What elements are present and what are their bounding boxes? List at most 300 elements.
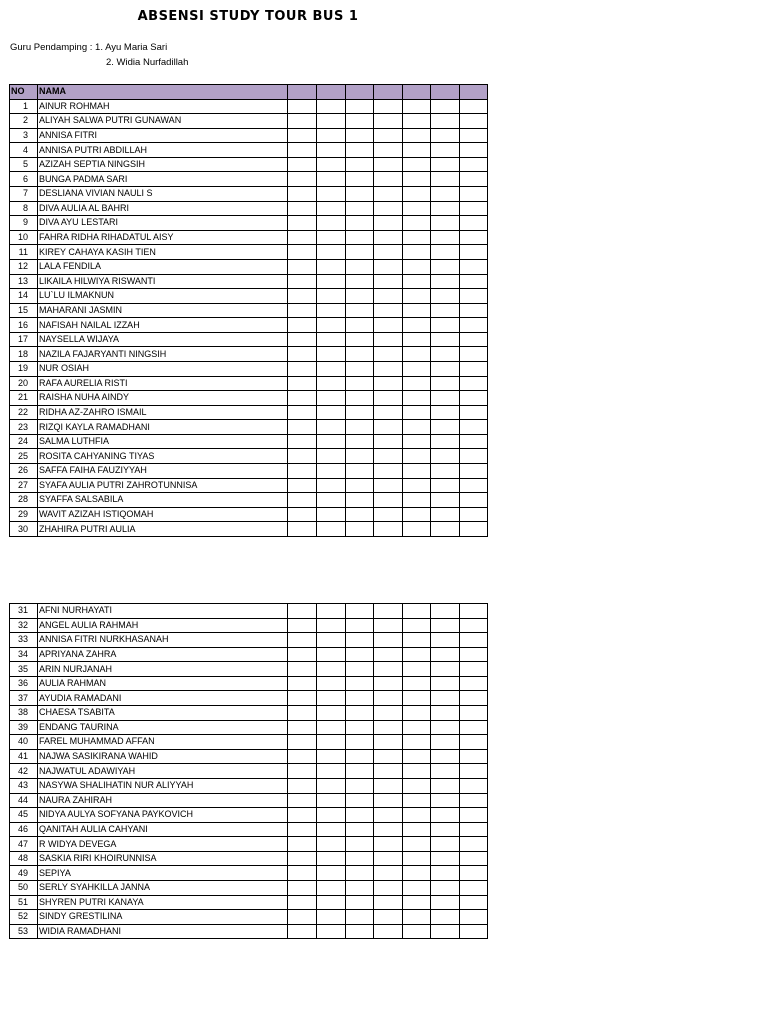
attendance-cell[interactable] xyxy=(288,808,317,823)
attendance-cell[interactable] xyxy=(431,172,460,187)
attendance-cell[interactable] xyxy=(431,749,460,764)
attendance-cell[interactable] xyxy=(460,332,488,347)
attendance-cell[interactable] xyxy=(403,230,431,245)
attendance-cell[interactable] xyxy=(403,274,431,289)
attendance-cell[interactable] xyxy=(460,866,488,881)
attendance-cell[interactable] xyxy=(403,735,431,750)
attendance-cell[interactable] xyxy=(317,318,346,333)
attendance-cell[interactable] xyxy=(346,216,374,231)
attendance-cell[interactable] xyxy=(431,420,460,435)
attendance-cell[interactable] xyxy=(403,187,431,202)
attendance-cell[interactable] xyxy=(403,376,431,391)
attendance-cell[interactable] xyxy=(374,735,403,750)
attendance-cell[interactable] xyxy=(431,880,460,895)
attendance-cell[interactable] xyxy=(346,647,374,662)
attendance-cell[interactable] xyxy=(460,230,488,245)
attendance-cell[interactable] xyxy=(346,720,374,735)
attendance-cell[interactable] xyxy=(346,201,374,216)
attendance-cell[interactable] xyxy=(317,778,346,793)
attendance-cell[interactable] xyxy=(403,720,431,735)
attendance-cell[interactable] xyxy=(374,172,403,187)
attendance-cell[interactable] xyxy=(346,464,374,479)
attendance-cell[interactable] xyxy=(346,172,374,187)
attendance-cell[interactable] xyxy=(288,274,317,289)
attendance-cell[interactable] xyxy=(460,391,488,406)
attendance-cell[interactable] xyxy=(288,361,317,376)
attendance-cell[interactable] xyxy=(317,691,346,706)
attendance-cell[interactable] xyxy=(460,434,488,449)
attendance-cell[interactable] xyxy=(403,434,431,449)
attendance-cell[interactable] xyxy=(346,289,374,304)
attendance-cell[interactable] xyxy=(431,332,460,347)
attendance-cell[interactable] xyxy=(346,361,374,376)
attendance-cell[interactable] xyxy=(374,143,403,158)
attendance-cell[interactable] xyxy=(403,405,431,420)
attendance-cell[interactable] xyxy=(403,662,431,677)
attendance-cell[interactable] xyxy=(288,837,317,852)
attendance-cell[interactable] xyxy=(431,128,460,143)
attendance-cell[interactable] xyxy=(374,332,403,347)
attendance-cell[interactable] xyxy=(431,187,460,202)
attendance-cell[interactable] xyxy=(431,647,460,662)
attendance-cell[interactable] xyxy=(288,376,317,391)
attendance-cell[interactable] xyxy=(346,187,374,202)
attendance-cell[interactable] xyxy=(431,391,460,406)
attendance-cell[interactable] xyxy=(431,434,460,449)
attendance-cell[interactable] xyxy=(403,128,431,143)
attendance-cell[interactable] xyxy=(288,318,317,333)
attendance-cell[interactable] xyxy=(460,837,488,852)
attendance-cell[interactable] xyxy=(460,172,488,187)
attendance-cell[interactable] xyxy=(317,764,346,779)
attendance-cell[interactable] xyxy=(346,851,374,866)
attendance-cell[interactable] xyxy=(460,361,488,376)
attendance-cell[interactable] xyxy=(374,808,403,823)
attendance-cell[interactable] xyxy=(317,720,346,735)
attendance-cell[interactable] xyxy=(317,604,346,619)
attendance-cell[interactable] xyxy=(431,522,460,537)
attendance-cell[interactable] xyxy=(403,837,431,852)
attendance-cell[interactable] xyxy=(403,676,431,691)
attendance-cell[interactable] xyxy=(431,143,460,158)
attendance-cell[interactable] xyxy=(374,216,403,231)
attendance-cell[interactable] xyxy=(288,187,317,202)
attendance-cell[interactable] xyxy=(374,895,403,910)
attendance-cell[interactable] xyxy=(346,493,374,508)
attendance-cell[interactable] xyxy=(346,99,374,114)
attendance-cell[interactable] xyxy=(317,391,346,406)
attendance-cell[interactable] xyxy=(460,114,488,129)
attendance-cell[interactable] xyxy=(317,449,346,464)
attendance-cell[interactable] xyxy=(431,318,460,333)
attendance-cell[interactable] xyxy=(317,157,346,172)
attendance-cell[interactable] xyxy=(374,376,403,391)
attendance-cell[interactable] xyxy=(346,449,374,464)
attendance-cell[interactable] xyxy=(346,478,374,493)
attendance-cell[interactable] xyxy=(288,128,317,143)
attendance-cell[interactable] xyxy=(403,201,431,216)
attendance-cell[interactable] xyxy=(403,172,431,187)
attendance-cell[interactable] xyxy=(317,493,346,508)
attendance-cell[interactable] xyxy=(317,895,346,910)
attendance-cell[interactable] xyxy=(431,633,460,648)
attendance-cell[interactable] xyxy=(317,910,346,925)
attendance-cell[interactable] xyxy=(346,910,374,925)
attendance-cell[interactable] xyxy=(317,332,346,347)
attendance-cell[interactable] xyxy=(460,493,488,508)
attendance-cell[interactable] xyxy=(460,420,488,435)
attendance-cell[interactable] xyxy=(403,303,431,318)
attendance-cell[interactable] xyxy=(374,647,403,662)
attendance-cell[interactable] xyxy=(317,464,346,479)
attendance-cell[interactable] xyxy=(288,720,317,735)
attendance-cell[interactable] xyxy=(431,691,460,706)
attendance-cell[interactable] xyxy=(403,851,431,866)
attendance-cell[interactable] xyxy=(460,778,488,793)
attendance-cell[interactable] xyxy=(431,808,460,823)
attendance-cell[interactable] xyxy=(374,633,403,648)
attendance-cell[interactable] xyxy=(346,822,374,837)
attendance-cell[interactable] xyxy=(374,522,403,537)
attendance-cell[interactable] xyxy=(403,347,431,362)
attendance-cell[interactable] xyxy=(346,318,374,333)
attendance-cell[interactable] xyxy=(288,764,317,779)
attendance-cell[interactable] xyxy=(346,735,374,750)
attendance-cell[interactable] xyxy=(374,706,403,721)
attendance-cell[interactable] xyxy=(431,793,460,808)
attendance-cell[interactable] xyxy=(288,910,317,925)
attendance-cell[interactable] xyxy=(403,604,431,619)
attendance-cell[interactable] xyxy=(460,618,488,633)
attendance-cell[interactable] xyxy=(460,851,488,866)
attendance-cell[interactable] xyxy=(431,662,460,677)
attendance-cell[interactable] xyxy=(317,289,346,304)
attendance-cell[interactable] xyxy=(288,347,317,362)
attendance-cell[interactable] xyxy=(374,201,403,216)
attendance-cell[interactable] xyxy=(403,449,431,464)
attendance-cell[interactable] xyxy=(374,866,403,881)
attendance-cell[interactable] xyxy=(431,245,460,260)
attendance-cell[interactable] xyxy=(431,837,460,852)
attendance-cell[interactable] xyxy=(374,880,403,895)
attendance-cell[interactable] xyxy=(460,303,488,318)
attendance-cell[interactable] xyxy=(317,347,346,362)
attendance-cell[interactable] xyxy=(374,318,403,333)
attendance-cell[interactable] xyxy=(460,604,488,619)
attendance-cell[interactable] xyxy=(288,647,317,662)
attendance-cell[interactable] xyxy=(431,303,460,318)
attendance-cell[interactable] xyxy=(374,128,403,143)
attendance-cell[interactable] xyxy=(317,633,346,648)
attendance-cell[interactable] xyxy=(288,303,317,318)
attendance-cell[interactable] xyxy=(288,895,317,910)
attendance-cell[interactable] xyxy=(346,633,374,648)
attendance-cell[interactable] xyxy=(403,143,431,158)
attendance-cell[interactable] xyxy=(460,808,488,823)
attendance-cell[interactable] xyxy=(403,259,431,274)
attendance-cell[interactable] xyxy=(460,478,488,493)
attendance-cell[interactable] xyxy=(431,99,460,114)
attendance-cell[interactable] xyxy=(317,274,346,289)
attendance-cell[interactable] xyxy=(374,391,403,406)
attendance-cell[interactable] xyxy=(460,318,488,333)
attendance-cell[interactable] xyxy=(288,749,317,764)
attendance-cell[interactable] xyxy=(374,837,403,852)
attendance-cell[interactable] xyxy=(317,735,346,750)
attendance-cell[interactable] xyxy=(374,822,403,837)
attendance-cell[interactable] xyxy=(346,259,374,274)
attendance-cell[interactable] xyxy=(403,778,431,793)
attendance-cell[interactable] xyxy=(460,143,488,158)
attendance-cell[interactable] xyxy=(346,405,374,420)
attendance-cell[interactable] xyxy=(317,662,346,677)
attendance-cell[interactable] xyxy=(288,230,317,245)
attendance-cell[interactable] xyxy=(460,910,488,925)
attendance-cell[interactable] xyxy=(374,289,403,304)
attendance-cell[interactable] xyxy=(460,720,488,735)
attendance-cell[interactable] xyxy=(374,749,403,764)
attendance-cell[interactable] xyxy=(374,764,403,779)
attendance-cell[interactable] xyxy=(431,706,460,721)
attendance-cell[interactable] xyxy=(346,837,374,852)
attendance-cell[interactable] xyxy=(346,662,374,677)
attendance-cell[interactable] xyxy=(288,420,317,435)
attendance-cell[interactable] xyxy=(403,507,431,522)
attendance-cell[interactable] xyxy=(374,405,403,420)
attendance-cell[interactable] xyxy=(288,289,317,304)
attendance-cell[interactable] xyxy=(288,157,317,172)
attendance-cell[interactable] xyxy=(403,114,431,129)
attendance-cell[interactable] xyxy=(317,216,346,231)
attendance-cell[interactable] xyxy=(403,391,431,406)
attendance-cell[interactable] xyxy=(431,259,460,274)
attendance-cell[interactable] xyxy=(317,143,346,158)
attendance-cell[interactable] xyxy=(374,618,403,633)
attendance-cell[interactable] xyxy=(460,289,488,304)
attendance-cell[interactable] xyxy=(403,749,431,764)
attendance-cell[interactable] xyxy=(403,464,431,479)
attendance-cell[interactable] xyxy=(374,676,403,691)
attendance-cell[interactable] xyxy=(403,633,431,648)
attendance-cell[interactable] xyxy=(403,289,431,304)
attendance-cell[interactable] xyxy=(288,259,317,274)
attendance-cell[interactable] xyxy=(431,851,460,866)
attendance-cell[interactable] xyxy=(317,522,346,537)
attendance-cell[interactable] xyxy=(460,676,488,691)
attendance-cell[interactable] xyxy=(317,851,346,866)
attendance-cell[interactable] xyxy=(431,493,460,508)
attendance-cell[interactable] xyxy=(374,245,403,260)
attendance-cell[interactable] xyxy=(431,822,460,837)
attendance-cell[interactable] xyxy=(374,114,403,129)
attendance-cell[interactable] xyxy=(346,808,374,823)
attendance-cell[interactable] xyxy=(460,633,488,648)
attendance-cell[interactable] xyxy=(317,376,346,391)
attendance-cell[interactable] xyxy=(288,464,317,479)
attendance-cell[interactable] xyxy=(317,230,346,245)
attendance-cell[interactable] xyxy=(431,376,460,391)
attendance-cell[interactable] xyxy=(431,618,460,633)
attendance-cell[interactable] xyxy=(288,114,317,129)
attendance-cell[interactable] xyxy=(317,866,346,881)
attendance-cell[interactable] xyxy=(346,706,374,721)
attendance-cell[interactable] xyxy=(374,259,403,274)
attendance-cell[interactable] xyxy=(460,405,488,420)
attendance-cell[interactable] xyxy=(460,376,488,391)
attendance-cell[interactable] xyxy=(288,522,317,537)
attendance-cell[interactable] xyxy=(403,764,431,779)
attendance-cell[interactable] xyxy=(431,895,460,910)
attendance-cell[interactable] xyxy=(374,507,403,522)
attendance-cell[interactable] xyxy=(403,493,431,508)
attendance-cell[interactable] xyxy=(288,880,317,895)
attendance-cell[interactable] xyxy=(317,361,346,376)
attendance-cell[interactable] xyxy=(374,274,403,289)
attendance-cell[interactable] xyxy=(431,289,460,304)
attendance-cell[interactable] xyxy=(317,676,346,691)
attendance-cell[interactable] xyxy=(317,749,346,764)
attendance-cell[interactable] xyxy=(460,259,488,274)
attendance-cell[interactable] xyxy=(431,720,460,735)
attendance-cell[interactable] xyxy=(346,924,374,939)
attendance-cell[interactable] xyxy=(288,924,317,939)
attendance-cell[interactable] xyxy=(431,676,460,691)
attendance-cell[interactable] xyxy=(460,347,488,362)
attendance-cell[interactable] xyxy=(374,99,403,114)
attendance-cell[interactable] xyxy=(317,924,346,939)
attendance-cell[interactable] xyxy=(346,230,374,245)
attendance-cell[interactable] xyxy=(431,764,460,779)
attendance-cell[interactable] xyxy=(288,99,317,114)
attendance-cell[interactable] xyxy=(374,449,403,464)
attendance-cell[interactable] xyxy=(317,880,346,895)
attendance-cell[interactable] xyxy=(403,420,431,435)
attendance-cell[interactable] xyxy=(288,618,317,633)
attendance-cell[interactable] xyxy=(288,507,317,522)
attendance-cell[interactable] xyxy=(460,201,488,216)
attendance-cell[interactable] xyxy=(288,216,317,231)
attendance-cell[interactable] xyxy=(346,507,374,522)
attendance-cell[interactable] xyxy=(460,793,488,808)
attendance-cell[interactable] xyxy=(288,691,317,706)
attendance-cell[interactable] xyxy=(288,405,317,420)
attendance-cell[interactable] xyxy=(403,822,431,837)
attendance-cell[interactable] xyxy=(403,522,431,537)
attendance-cell[interactable] xyxy=(460,662,488,677)
attendance-cell[interactable] xyxy=(317,420,346,435)
attendance-cell[interactable] xyxy=(346,880,374,895)
attendance-cell[interactable] xyxy=(403,647,431,662)
attendance-cell[interactable] xyxy=(288,332,317,347)
attendance-cell[interactable] xyxy=(288,493,317,508)
attendance-cell[interactable] xyxy=(460,216,488,231)
attendance-cell[interactable] xyxy=(460,924,488,939)
attendance-cell[interactable] xyxy=(431,464,460,479)
attendance-cell[interactable] xyxy=(288,478,317,493)
attendance-cell[interactable] xyxy=(431,230,460,245)
attendance-cell[interactable] xyxy=(317,245,346,260)
attendance-cell[interactable] xyxy=(460,706,488,721)
attendance-cell[interactable] xyxy=(431,478,460,493)
attendance-cell[interactable] xyxy=(317,706,346,721)
attendance-cell[interactable] xyxy=(374,604,403,619)
attendance-cell[interactable] xyxy=(346,420,374,435)
attendance-cell[interactable] xyxy=(374,662,403,677)
attendance-cell[interactable] xyxy=(431,866,460,881)
attendance-cell[interactable] xyxy=(403,478,431,493)
attendance-cell[interactable] xyxy=(317,172,346,187)
attendance-cell[interactable] xyxy=(288,633,317,648)
attendance-cell[interactable] xyxy=(374,157,403,172)
attendance-cell[interactable] xyxy=(374,187,403,202)
attendance-cell[interactable] xyxy=(374,924,403,939)
attendance-cell[interactable] xyxy=(374,303,403,318)
attendance-cell[interactable] xyxy=(403,866,431,881)
attendance-cell[interactable] xyxy=(346,347,374,362)
attendance-cell[interactable] xyxy=(374,720,403,735)
attendance-cell[interactable] xyxy=(460,245,488,260)
attendance-cell[interactable] xyxy=(346,245,374,260)
attendance-cell[interactable] xyxy=(431,347,460,362)
attendance-cell[interactable] xyxy=(317,478,346,493)
attendance-cell[interactable] xyxy=(460,691,488,706)
attendance-cell[interactable] xyxy=(346,157,374,172)
attendance-cell[interactable] xyxy=(288,866,317,881)
attendance-cell[interactable] xyxy=(374,230,403,245)
attendance-cell[interactable] xyxy=(288,434,317,449)
attendance-cell[interactable] xyxy=(431,604,460,619)
attendance-cell[interactable] xyxy=(403,618,431,633)
attendance-cell[interactable] xyxy=(317,99,346,114)
attendance-cell[interactable] xyxy=(346,676,374,691)
attendance-cell[interactable] xyxy=(460,735,488,750)
attendance-cell[interactable] xyxy=(346,778,374,793)
attendance-cell[interactable] xyxy=(431,449,460,464)
attendance-cell[interactable] xyxy=(346,866,374,881)
attendance-cell[interactable] xyxy=(346,274,374,289)
attendance-cell[interactable] xyxy=(346,793,374,808)
attendance-cell[interactable] xyxy=(460,507,488,522)
attendance-cell[interactable] xyxy=(431,361,460,376)
attendance-cell[interactable] xyxy=(374,361,403,376)
attendance-cell[interactable] xyxy=(346,749,374,764)
attendance-cell[interactable] xyxy=(288,172,317,187)
attendance-cell[interactable] xyxy=(346,128,374,143)
attendance-cell[interactable] xyxy=(346,764,374,779)
attendance-cell[interactable] xyxy=(403,880,431,895)
attendance-cell[interactable] xyxy=(374,493,403,508)
attendance-cell[interactable] xyxy=(288,793,317,808)
attendance-cell[interactable] xyxy=(460,895,488,910)
attendance-cell[interactable] xyxy=(317,507,346,522)
attendance-cell[interactable] xyxy=(431,114,460,129)
attendance-cell[interactable] xyxy=(346,895,374,910)
attendance-cell[interactable] xyxy=(403,361,431,376)
attendance-cell[interactable] xyxy=(460,99,488,114)
attendance-cell[interactable] xyxy=(346,522,374,537)
attendance-cell[interactable] xyxy=(374,464,403,479)
attendance-cell[interactable] xyxy=(346,604,374,619)
attendance-cell[interactable] xyxy=(288,604,317,619)
attendance-cell[interactable] xyxy=(374,910,403,925)
attendance-cell[interactable] xyxy=(431,924,460,939)
attendance-cell[interactable] xyxy=(288,676,317,691)
attendance-cell[interactable] xyxy=(317,793,346,808)
attendance-cell[interactable] xyxy=(460,880,488,895)
attendance-cell[interactable] xyxy=(460,822,488,837)
attendance-cell[interactable] xyxy=(460,522,488,537)
attendance-cell[interactable] xyxy=(460,749,488,764)
